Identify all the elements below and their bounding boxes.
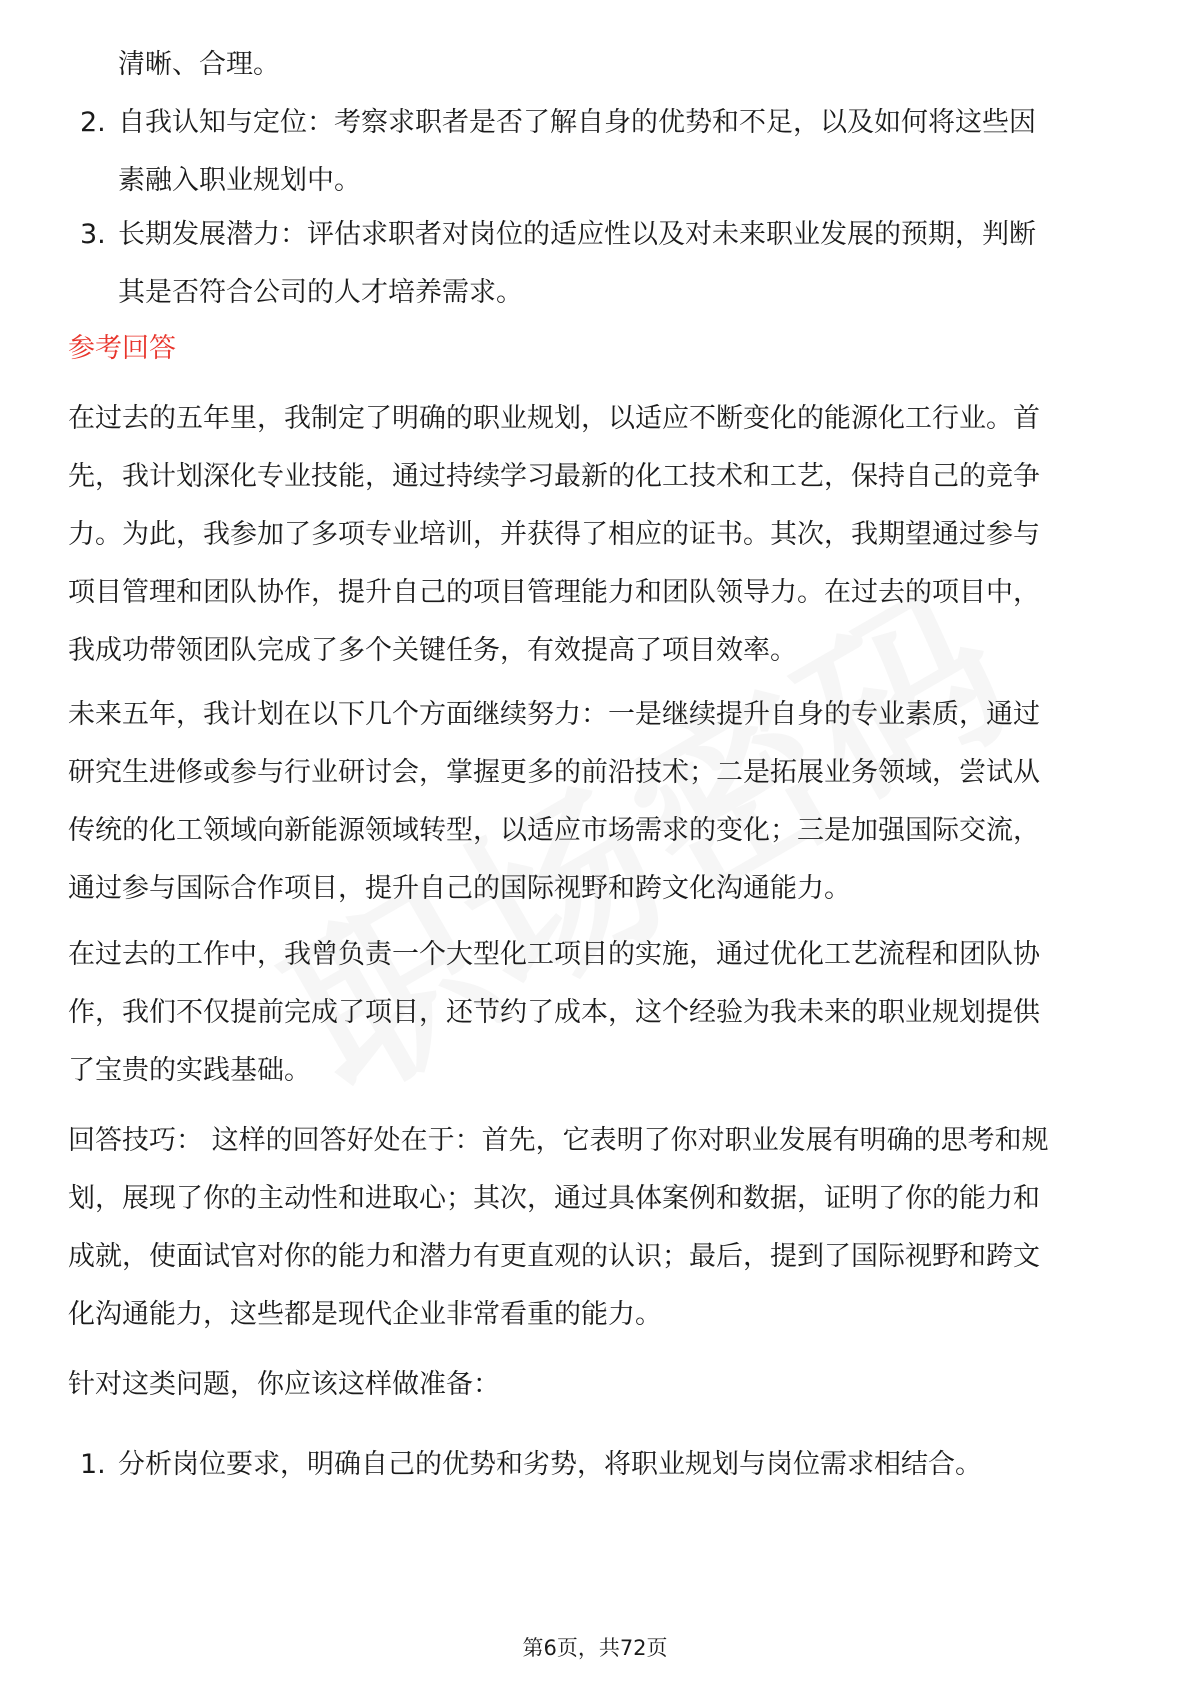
list-item-2: [68, 94, 1128, 210]
paragraph-line: 作，我们不仅提前完成了项目，还节约了成本，这个经验为我未来的职业规划提供: [68, 997, 1040, 1028]
list-item-1-continuation: 清晰、合理。: [118, 49, 280, 80]
list-number: 2.: [80, 107, 106, 138]
list-item-text: 自我认知与定位：考察求职者是否了解自身的优势和不足，以及如何将这些因: [118, 107, 1036, 138]
paragraph-line: 化沟通能力，这些都是现代企业非常看重的能力。: [68, 1299, 662, 1330]
paragraph-line: 在过去的工作中，我曾负责一个大型化工项目的实施，通过优化工艺流程和团队协: [68, 939, 1040, 970]
list-item-text: 素融入职业规划中。: [118, 165, 361, 196]
paragraph-line: 力。为此，我参加了多项专业培训，并获得了相应的证书。其次，我期望通过参与: [68, 519, 1040, 550]
paragraph-3: [68, 926, 1128, 1100]
list-item-text: 其是否符合公司的人才培养需求。: [118, 277, 523, 308]
list-item-3: [68, 206, 1128, 322]
top-numbered-list: [68, 36, 1128, 322]
paragraph-line: 成就，使面试官对你的能力和潜力有更直观的认识；最后，提到了国际视野和跨文: [68, 1241, 1040, 1272]
paragraph-line: 先，我计划深化专业技能，通过持续学习最新的化工技术和工艺，保持自己的竞争: [68, 461, 1040, 492]
paragraph-1: [68, 390, 1128, 680]
page-footer: 第6页，共72页: [522, 1636, 668, 1660]
bottom-numbered-list: [68, 1436, 1128, 1494]
list-item-text: 长期发展潜力：评估求职者对岗位的适应性以及对未来职业发展的预期，判断: [118, 219, 1036, 250]
paragraph-line: 了宝贵的实践基础。: [68, 1055, 311, 1086]
paragraph-line: 我成功带领团队完成了多个关键任务，有效提高了项目效率。: [68, 635, 797, 666]
paragraph-4: [68, 1112, 1128, 1344]
paragraph-2: [68, 686, 1128, 918]
paragraph-line: 项目管理和团队协作，提升自己的项目管理能力和团队领导力。在过去的项目中，: [68, 577, 1040, 608]
paragraph-line: 传统的化工领域向新能源领域转型，以适应市场需求的变化；三是加强国际交流，: [68, 815, 1040, 846]
paragraph-line: 未来五年，我计划在以下几个方面继续努力：一是继续提升自身的专业素质，通过: [68, 699, 1040, 730]
paragraph-line: 划，展现了你的主动性和进取心；其次，通过具体案例和数据，证明了你的能力和: [68, 1183, 1040, 1214]
list-item-text: 分析岗位要求，明确自己的优势和劣势，将职业规划与岗位需求相结合。: [118, 1449, 982, 1480]
paragraph-line: 研究生进修或参与行业研讨会，掌握更多的前沿技术；二是拓展业务领域，尝试从: [68, 757, 1040, 788]
paragraph-line: 通过参与国际合作项目，提升自己的国际视野和跨文化沟通能力。: [68, 873, 851, 904]
list-number: 1.: [80, 1449, 106, 1480]
paragraph-5: 针对这类问题，你应该这样做准备：: [68, 1369, 500, 1400]
paragraph-line: 回答技巧： 这样的回答好处在于：首先，它表明了你对职业发展有明确的思考和规: [68, 1125, 1049, 1156]
paragraph-line: 在过去的五年里，我制定了明确的职业规划，以适应不断变化的能源化工行业。首: [68, 403, 1040, 434]
section-heading: 参考回答: [68, 333, 176, 364]
list-number: 3.: [80, 219, 106, 250]
list-item-1: [68, 1436, 1128, 1494]
